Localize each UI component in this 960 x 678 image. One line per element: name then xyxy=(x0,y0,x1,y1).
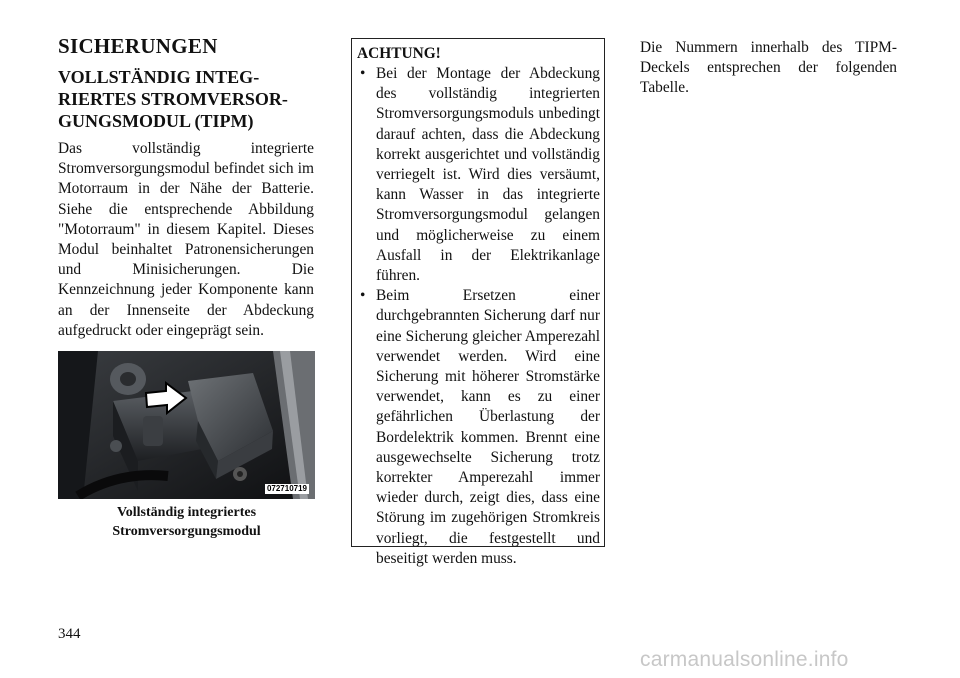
figure-caption xyxy=(58,503,315,541)
page-number: 344 xyxy=(58,626,81,642)
intro-paragraph: Das vollständig integrierte Stromversorgungsmodul befindet sich im Motorraum in der Nähe der Batterie. Siehe die entsprechende Abbildung "Motorraum" in diesem Kapitel. Dieses Modul beinhaltet Patronensicherungen und Minisicherungen. Die Kennzeichnung jeder Komponente kann an der Innenseite der Abdeckung aufgedruckt oder eingeprägt sein. xyxy=(58,140,314,339)
subsection-title: VOLLSTÄNDIG INTEGRIERTES STROMVERSORGUNGSMODUL (TIPM) xyxy=(58,67,288,131)
warning-item-text: Bei der Montage der Abdeckung des vollständig integrierten Stromversorgungsmoduls unbedingt darauf achten, dass die Abdeckung korrekt ausgerichtet und vollständig verriegelt ist. Wird dies versäumt, kann Wasser in das integrierte Stromversorgungsmodul gelangen und möglicherweise zu einem Ausfall in der Elektrikanlage führen. xyxy=(376,65,600,285)
bullet-icon: • xyxy=(360,287,366,305)
warning-item xyxy=(357,286,600,569)
warning-item xyxy=(357,64,600,286)
watermark: carmanualsonline.info xyxy=(640,648,849,671)
tipm-illustration xyxy=(58,351,315,499)
tipm-cover-note: Die Nummern innerhalb des TIPM-Deckels entsprechen der folgenden Tabelle. xyxy=(640,39,897,97)
warning-item-text: Beim Ersetzen einer durchgebrannten Sicherung darf nur eine Sicherung gleicher Amperezahl verwendet werden. Wird eine Sicherung mit höherer Stromstärke verwendet, kann es zu einer gefährlichen Überlastung der Bordelektrik kommen. Brennt eine ausgewechselte Sicherung trotz korrekter Amperezahl immer wieder durch, zeigt dies, dass eine Störung im zugehörigen Stromkreis vorliegt, die festgestellt und beseitigt werden muss. xyxy=(376,287,600,567)
engine-bay-photo xyxy=(58,351,315,499)
bullet-icon: • xyxy=(360,65,366,82)
caption-line-1: Vollständig integriertes xyxy=(116,505,257,520)
warning-list xyxy=(357,64,600,569)
warning-box xyxy=(351,38,605,567)
warning-title: ACHTUNG! xyxy=(357,45,441,62)
figure-code: 072710719 xyxy=(266,484,307,493)
section-title: SICHERUNGEN xyxy=(58,34,218,58)
caption-line-2: Stromversorgungsmodul xyxy=(112,524,261,539)
